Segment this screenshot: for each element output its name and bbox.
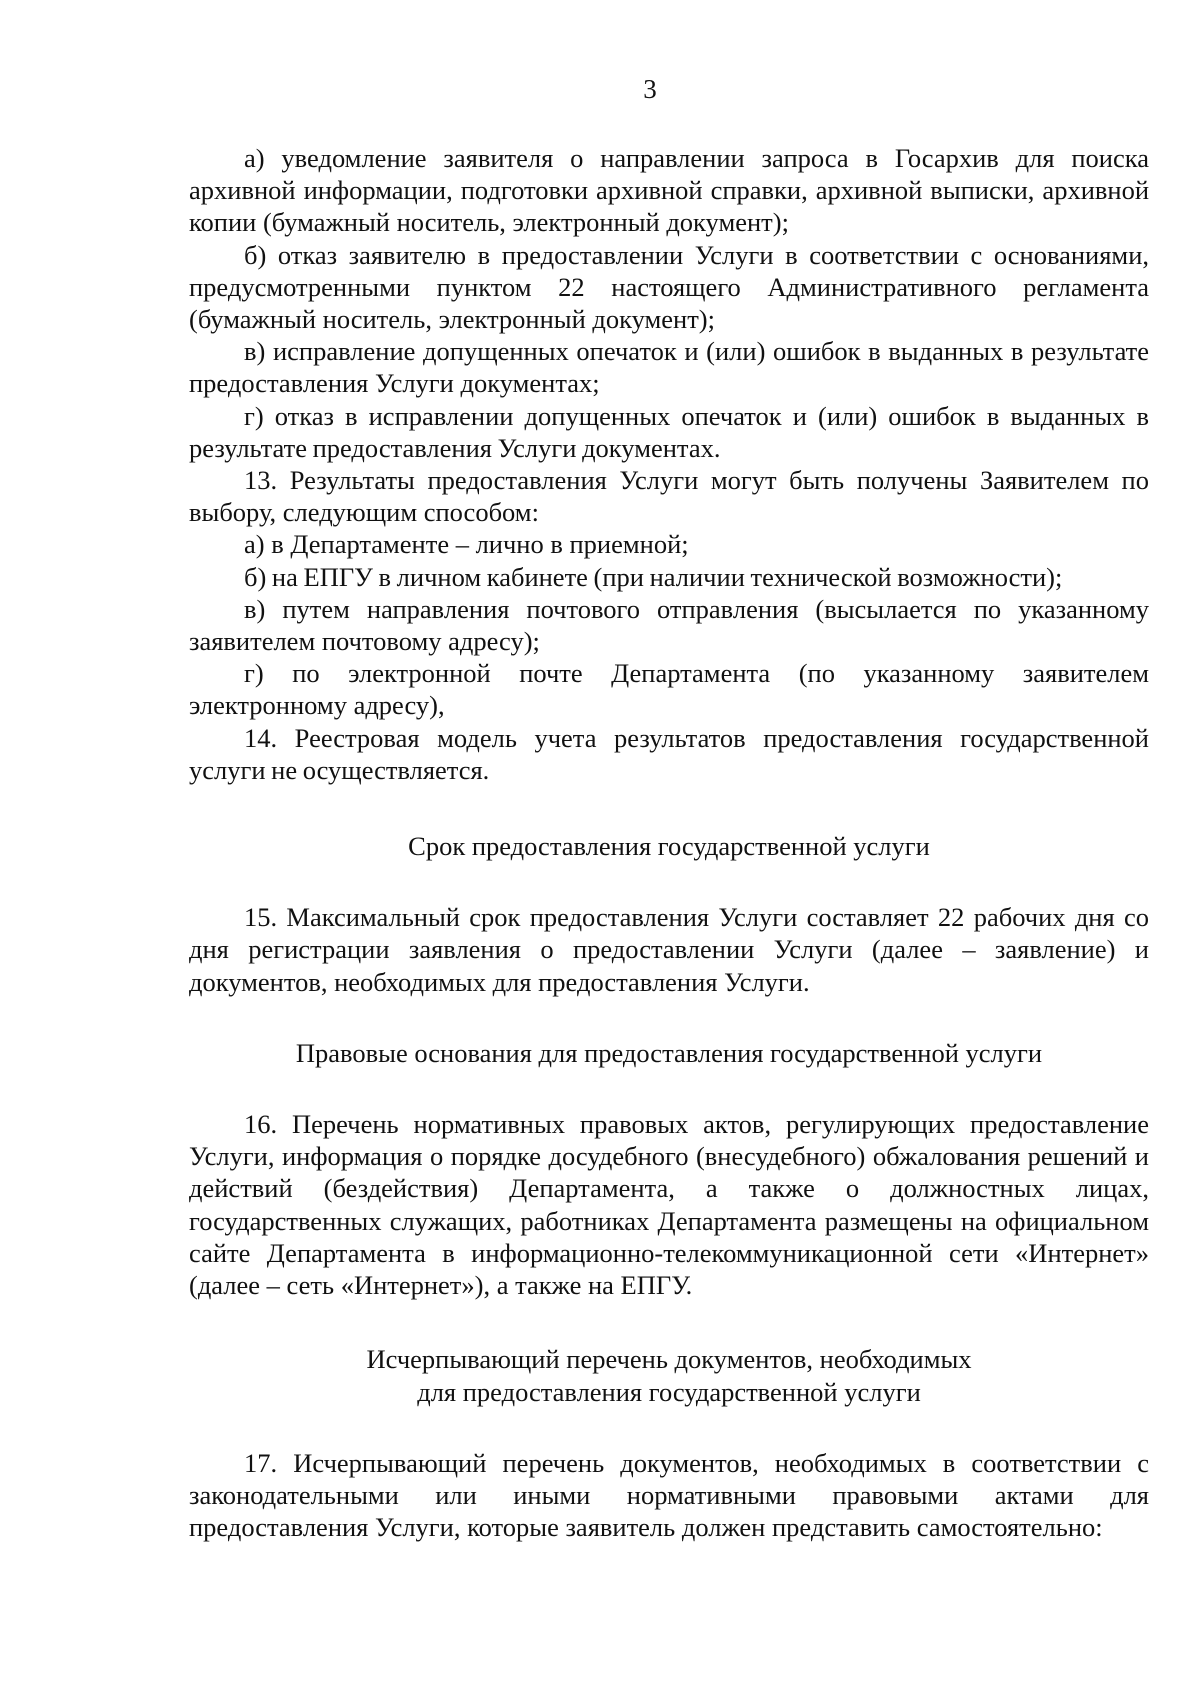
paragraph-12v: в) исправление допущенных опечаток и (или) ошибок в выданных в результате предоставления Услуги документах; bbox=[189, 336, 1149, 399]
paragraph-13a: а) в Департаменте – лично в приемной; bbox=[244, 529, 689, 560]
paragraph-15: 15. Максимальный срок предоставления Услуги составляет 22 рабочих дня со дня регистрации заявления о предоставлении Услуги (далее – заявление) и документов, необходимых для предоставления Услуги. bbox=[189, 902, 1149, 997]
paragraph-16: 16. Перечень нормативных правовых актов, регулирующих предоставление Услуги, информация о порядке досудебного (внесудебного) обжалования решений и действий (бездействия) Департамента, а также о должностных лицах, государственных служащих, работниках Департамента размещены на официальном сайте Департамента в информационно-телекоммуникационной сети «Интернет» (далее – сеть «Интернет»), а также на ЕПГУ. bbox=[189, 1109, 1149, 1301]
paragraph-13g: г) по электронной почте Департамента (по указанному заявителем электронному адресу), bbox=[189, 658, 1149, 721]
page-number: 3 bbox=[643, 74, 657, 104]
section-heading-legal-basis: Правовые основания для предоставления государственной услуги bbox=[295, 1037, 1043, 1068]
paragraph-13: 13. Результаты предоставления Услуги могут быть получены Заявителем по выбору, следующим способом: bbox=[189, 465, 1149, 528]
section-heading-documents bbox=[189, 1343, 1149, 1407]
document-body bbox=[189, 142, 1149, 1543]
paragraph-14: 14. Реестровая модель учета результатов предоставления государственной услуги не осуществляется. bbox=[189, 722, 1149, 785]
paragraph-13v: в) путем направления почтового отправления (высылается по указанному заявителем почтовому адресу); bbox=[189, 593, 1149, 657]
paragraph-12g: г) отказ в исправлении допущенных опечаток и (или) ошибок в выданных в результате предоставления Услуги документах. bbox=[189, 400, 1149, 463]
paragraph-12a: а) уведомление заявителя о направлении запроса в Госархив для поиска архивной информации, подготовки архивной справки, архивной выписки, архивной копии (бумажный носитель, электронный документ); bbox=[189, 143, 1149, 238]
paragraph-13b: б) на ЕПГУ в личном кабинете (при наличии технической возможности); bbox=[244, 561, 1063, 592]
section-heading-term: Срок предоставления государственной услуги bbox=[408, 831, 930, 862]
section-heading-documents-line1: Исчерпывающий перечень документов, необходимых bbox=[366, 1344, 972, 1375]
section-heading-documents-line2: для предоставления государственной услуги bbox=[417, 1376, 921, 1407]
paragraph-17: 17. Исчерпывающий перечень документов, необходимых в соответствии с законодательными или иными нормативными правовыми актами для предоставления Услуги, которые заявитель должен представить самостоятельно: bbox=[189, 1447, 1149, 1543]
paragraph-12b: б) отказ заявителю в предоставлении Услуги в соответствии с основаниями, предусмотренными пунктом 22 настоящего Административного регламента (бумажный носитель, электронный документ); bbox=[189, 239, 1149, 335]
